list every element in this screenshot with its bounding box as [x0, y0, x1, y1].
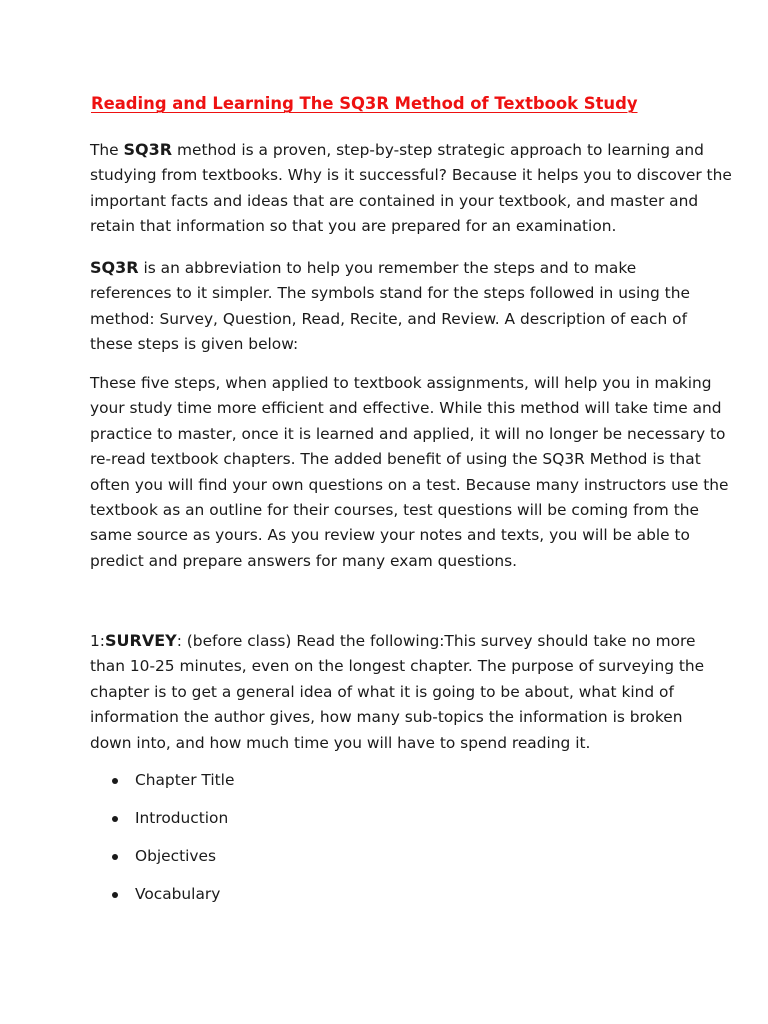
steps-line: textbook as an outline for their courses, test questions will be coming from the — [90, 501, 699, 520]
survey-line-1 — [90, 628, 696, 654]
list-item-label: Objectives — [135, 847, 216, 865]
sq3r-keyword: SQ3R — [90, 258, 139, 277]
survey-keyword: SURVEY — [104, 631, 177, 650]
steps-line: practice to master, once it is learned and applied, it will no longer be necessary to — [90, 424, 726, 443]
sq3r-keyword: SQ3R — [123, 140, 173, 159]
survey-bullet-list — [112, 768, 234, 920]
list-item — [112, 844, 234, 882]
bullet-dot-icon — [112, 854, 118, 860]
survey-paragraph — [90, 628, 705, 756]
list-item — [112, 768, 234, 806]
survey-line-1-rest: : (before class) Read the following:This survey should take no more — [176, 632, 696, 650]
intro-line-4: retain that information so that you are prepared for an examination. — [90, 217, 617, 236]
steps-line: predict and prepare answers for many exam questions. — [90, 551, 518, 570]
list-item-label: Introduction — [135, 809, 229, 827]
bullet-dot-icon — [112, 778, 118, 784]
steps-line: same source as yours. As you review your notes and texts, you will be able to — [90, 526, 690, 545]
abbr-line-3: method: Survey, Question, Read, Recite, and Review. A description of each of — [90, 309, 687, 328]
list-item — [112, 882, 234, 920]
intro-prefix: The — [90, 141, 124, 159]
intro-line-1-rest: method is a proven, step-by-step strategic approach to learning and — [172, 141, 704, 159]
bullet-dot-icon — [112, 816, 118, 822]
abbr-line-2: references to it simpler. The symbols stand for the steps followed in using the — [90, 284, 690, 303]
survey-line-5: down into, and how much time you will have to spend reading it. — [90, 733, 591, 752]
intro-line-2: studying from textbooks. Why is it successful? Because it helps you to discover the — [90, 166, 732, 185]
abbr-line-1-rest: is an abbreviation to help you remember the steps and to make — [138, 259, 637, 277]
steps-line: re-read textbook chapters. The added benefit of using the SQ3R Method is that — [90, 450, 701, 469]
list-item — [112, 806, 234, 844]
steps-line: your study time more efficient and effective. While this method will take time and — [90, 399, 722, 418]
list-item-label: Vocabulary — [135, 885, 221, 903]
abbreviation-paragraph — [90, 255, 690, 358]
steps-line: These five steps, when applied to textbook assignments, will help you in making — [90, 374, 712, 392]
steps-line: often you will find your own questions on a test. Because many instructors use the — [90, 475, 729, 494]
list-item-label: Chapter Title — [135, 771, 235, 789]
intro-line-1 — [90, 137, 704, 163]
bullet-dot-icon — [112, 892, 118, 898]
survey-line-2: than 10-25 minutes, even on the longest chapter. The purpose of surveying the — [90, 657, 705, 676]
survey-line-3: chapter is to get a general idea of what it is going to be about, what kind of — [90, 682, 674, 701]
survey-number: 1: — [90, 632, 105, 650]
intro-line-3: important facts and ideas that are contained in your textbook, and master and — [90, 191, 699, 210]
intro-paragraph — [90, 137, 732, 240]
document-title: Reading and Learning The SQ3R Method of Textbook Study — [91, 94, 638, 113]
abbr-line-4: these steps is given below: — [90, 335, 299, 354]
survey-line-4: information the author gives, how many sub-topics the information is broken — [90, 708, 683, 727]
steps-paragraph — [90, 371, 729, 574]
abbr-line-1 — [90, 255, 690, 281]
